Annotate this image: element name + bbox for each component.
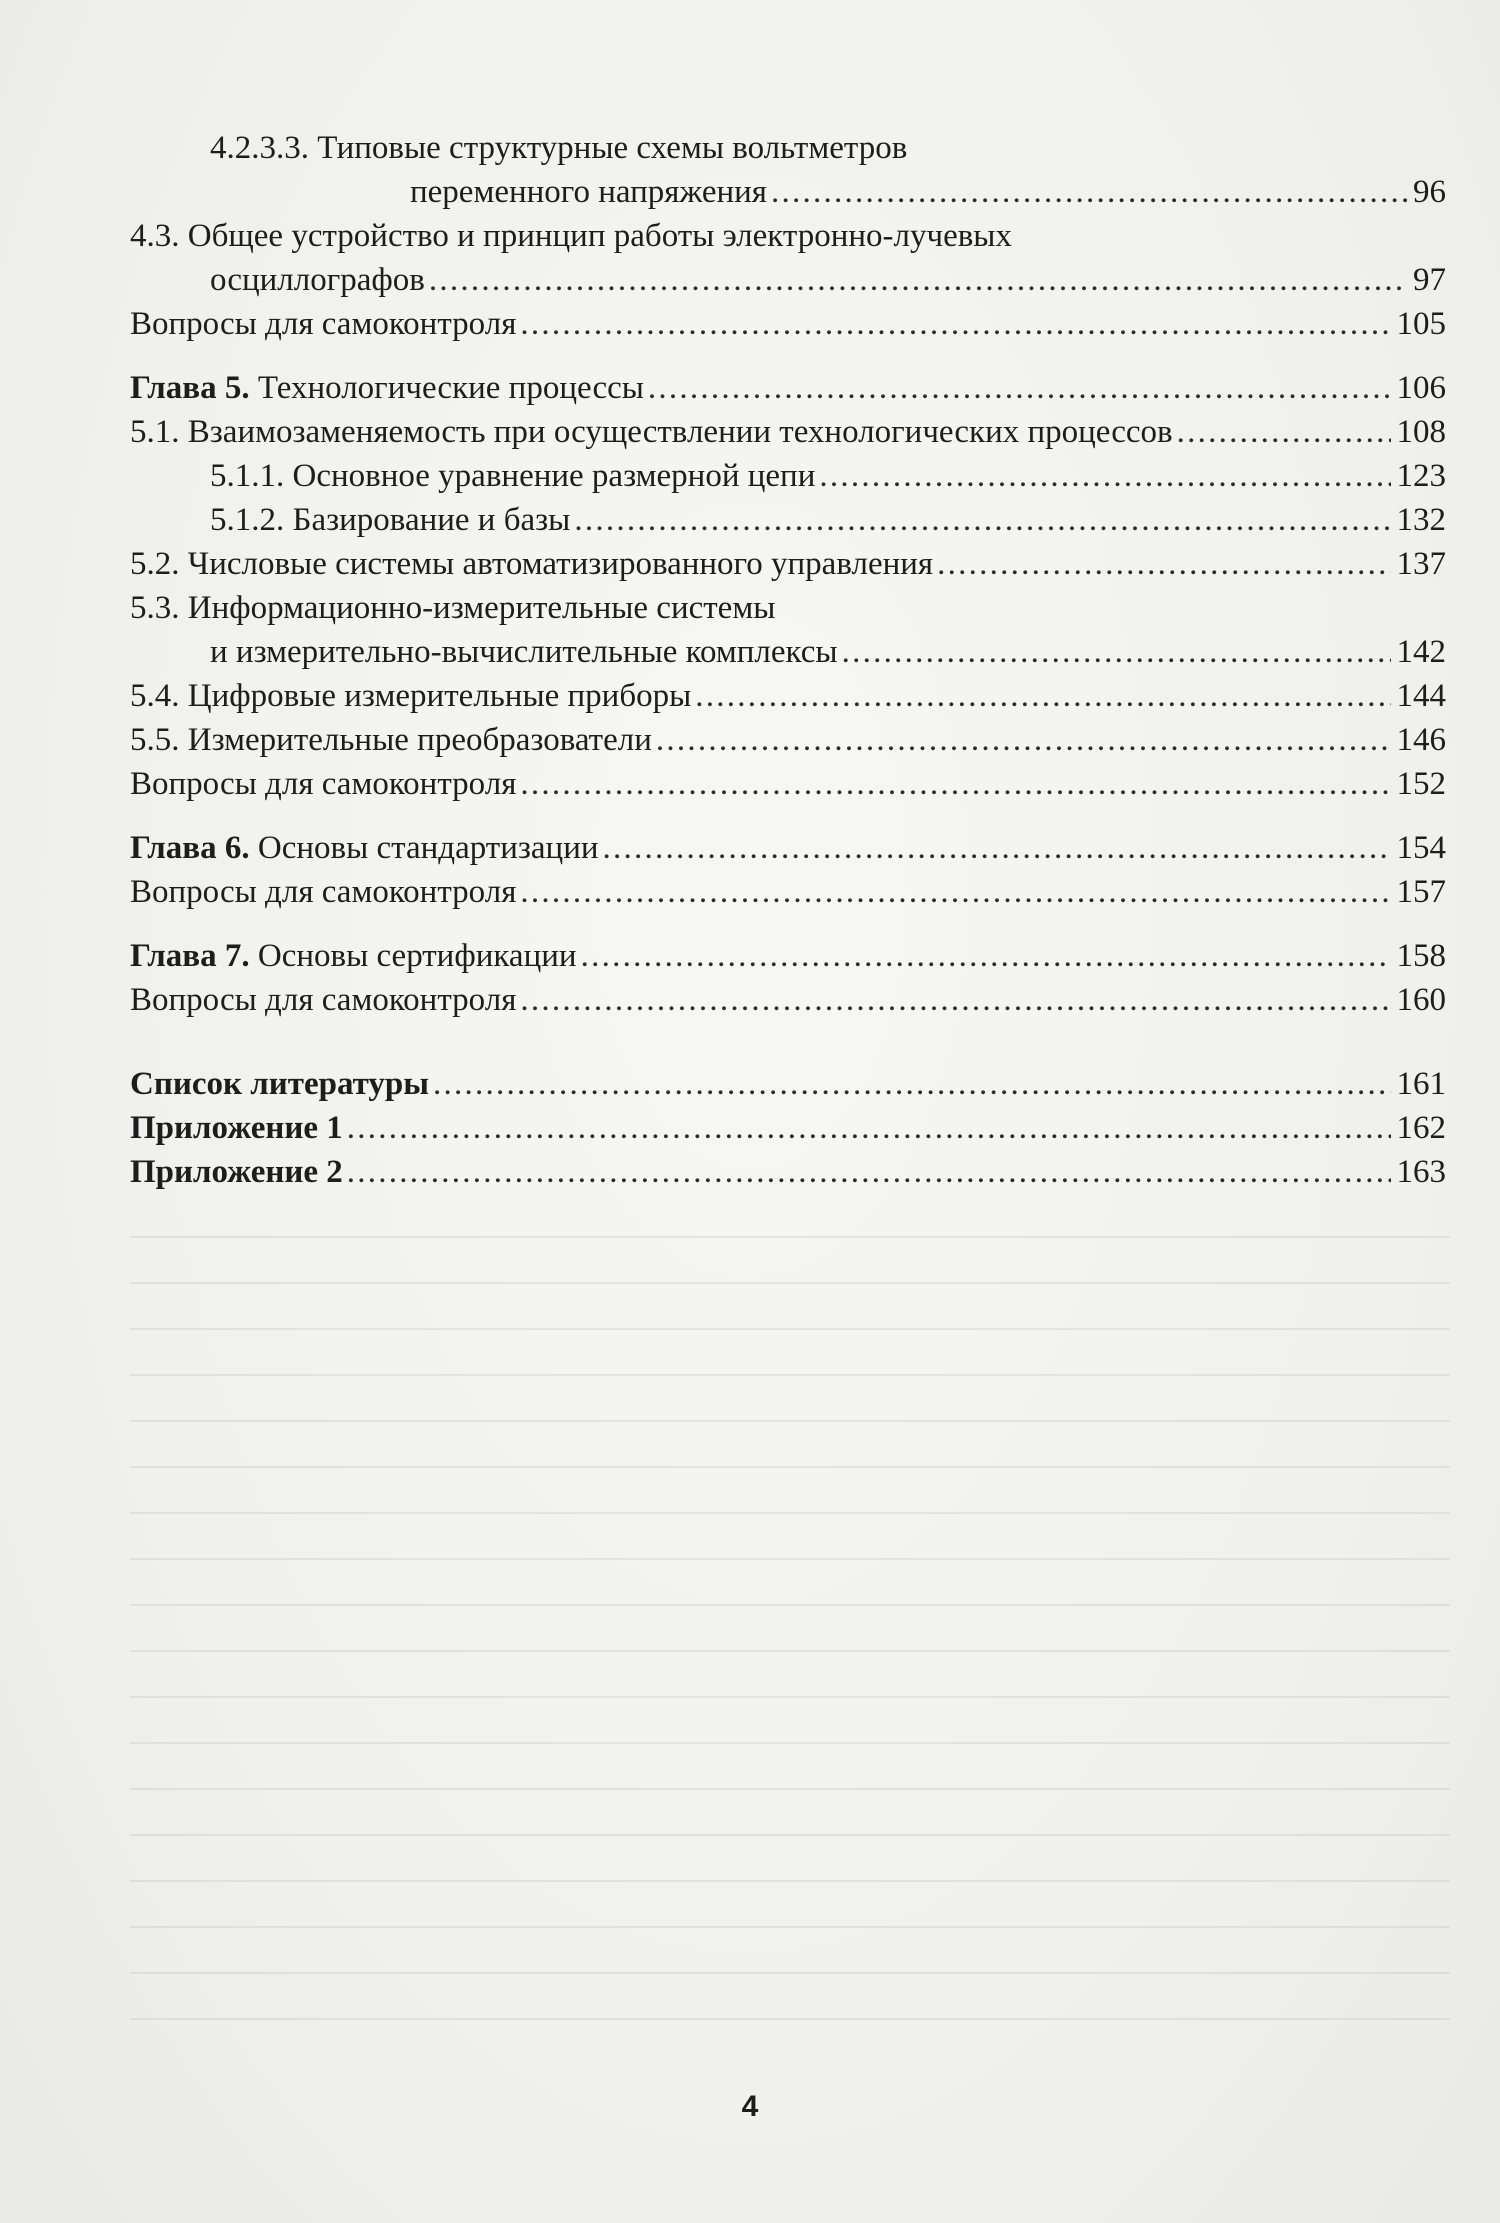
toc-page-number: 154 xyxy=(1396,830,1446,866)
toc-page-number: 132 xyxy=(1396,502,1446,538)
leader-dots xyxy=(937,542,1390,586)
leader-dots xyxy=(819,454,1390,498)
toc-page-number: 162 xyxy=(1396,1110,1446,1146)
toc-entry-line xyxy=(130,126,1446,170)
toc-page-number: 144 xyxy=(1396,678,1446,714)
toc-entry xyxy=(130,542,1446,586)
table-of-contents xyxy=(130,126,1446,1194)
bleed-through-text xyxy=(130,1200,1450,2030)
toc-entry-label: 5.3. Информационно-измерительные системы xyxy=(130,590,776,626)
toc-entry xyxy=(130,674,1446,718)
leader-dots xyxy=(347,1106,1391,1150)
toc-entry-label: 4.2.3.3. Типовые структурные схемы вольтметров xyxy=(210,130,908,166)
toc-page-number: 108 xyxy=(1396,414,1446,450)
leader-dots xyxy=(842,630,1391,674)
leader-dots xyxy=(520,870,1390,914)
leader-dots xyxy=(695,674,1390,718)
toc-entry-label: Вопросы для самоконтроля xyxy=(130,874,517,910)
toc-entry-label: Приложение 1 xyxy=(130,1110,343,1146)
toc-entry-label: Основы стандартизации xyxy=(249,830,599,866)
toc-page-number: 106 xyxy=(1396,370,1446,406)
toc-entry xyxy=(130,302,1446,346)
toc-entry xyxy=(130,978,1446,1022)
toc-entry-chapter xyxy=(130,366,1446,410)
leader-dots xyxy=(429,258,1407,302)
toc-entry-label: Вопросы для самоконтроля xyxy=(130,306,517,342)
toc-entry-chapter xyxy=(130,934,1446,978)
toc-page-number: 163 xyxy=(1396,1154,1446,1190)
leader-dots xyxy=(347,1150,1391,1194)
toc-entry-appendix xyxy=(130,1106,1446,1150)
chapter-label: Глава 6. xyxy=(130,830,250,866)
toc-page-number: 160 xyxy=(1396,982,1446,1018)
chapter-label: Глава 5. xyxy=(130,370,250,406)
leader-dots xyxy=(433,1062,1390,1106)
toc-page-number: 157 xyxy=(1396,874,1446,910)
toc-page-number: 158 xyxy=(1396,938,1446,974)
toc-page-number: 105 xyxy=(1396,306,1446,342)
toc-entry-label: осциллографов xyxy=(210,262,425,298)
toc-entry-label: Список литературы xyxy=(130,1066,430,1102)
toc-page-number: 152 xyxy=(1396,766,1446,802)
toc-page-number: 161 xyxy=(1396,1066,1446,1102)
leader-dots xyxy=(1177,410,1391,454)
leader-dots xyxy=(648,366,1391,410)
toc-page-number: 137 xyxy=(1396,546,1446,582)
toc-entry xyxy=(130,410,1446,454)
toc-entry-label: Вопросы для самоконтроля xyxy=(130,982,517,1018)
toc-entry-label: 5.1.1. Основное уравнение размерной цепи xyxy=(210,458,816,494)
toc-entry xyxy=(130,258,1446,302)
toc-entry-label: переменного напряжения xyxy=(410,174,767,210)
toc-entry xyxy=(130,630,1446,674)
leader-dots xyxy=(574,498,1390,542)
leader-dots xyxy=(603,826,1391,870)
leader-dots xyxy=(656,718,1391,762)
toc-entry xyxy=(130,498,1446,542)
toc-entry-label: Вопросы для самоконтроля xyxy=(130,766,517,802)
toc-entry-label: 5.5. Измерительные преобразователи xyxy=(130,722,652,758)
toc-entry xyxy=(130,718,1446,762)
toc-entry-label: Технологические процессы xyxy=(249,370,644,406)
toc-page-number: 123 xyxy=(1396,458,1446,494)
toc-entry-appendix xyxy=(130,1150,1446,1194)
toc-page-number: 142 xyxy=(1396,634,1446,670)
toc-entry-label: 5.2. Числовые системы автоматизированного управления xyxy=(130,546,934,582)
toc-entry xyxy=(130,454,1446,498)
leader-dots xyxy=(520,978,1390,1022)
toc-entry-label: и измерительно-вычислительные комплексы xyxy=(210,634,838,670)
page-number: 4 xyxy=(741,2090,759,2123)
toc-entry-label: 5.4. Цифровые измерительные приборы xyxy=(130,678,692,714)
toc-entry-label: Основы сертификации xyxy=(249,938,577,974)
toc-entry-line xyxy=(130,586,1446,630)
toc-entry-references xyxy=(130,1062,1446,1106)
toc-entry-label: 5.1.2. Базирование и базы xyxy=(210,502,571,538)
leader-dots xyxy=(520,762,1390,806)
toc-entry xyxy=(130,870,1446,914)
toc-entry-label: 5.1. Взаимозаменяемость при осуществлении технологических процессов xyxy=(130,414,1173,450)
leader-dots xyxy=(581,934,1391,978)
toc-entry xyxy=(130,762,1446,806)
leader-dots xyxy=(771,170,1407,214)
toc-entry-line xyxy=(130,214,1446,258)
toc-entry-label: Приложение 2 xyxy=(130,1154,343,1190)
toc-page-number: 146 xyxy=(1396,722,1446,758)
toc-entry-chapter xyxy=(130,826,1446,870)
toc-entry-label: 4.3. Общее устройство и принцип работы электронно-лучевых xyxy=(130,218,1012,254)
toc-page-number: 97 xyxy=(1413,262,1446,298)
toc-entry xyxy=(130,170,1446,214)
chapter-label: Глава 7. xyxy=(130,938,250,974)
toc-page-number: 96 xyxy=(1413,174,1446,210)
leader-dots xyxy=(520,302,1390,346)
